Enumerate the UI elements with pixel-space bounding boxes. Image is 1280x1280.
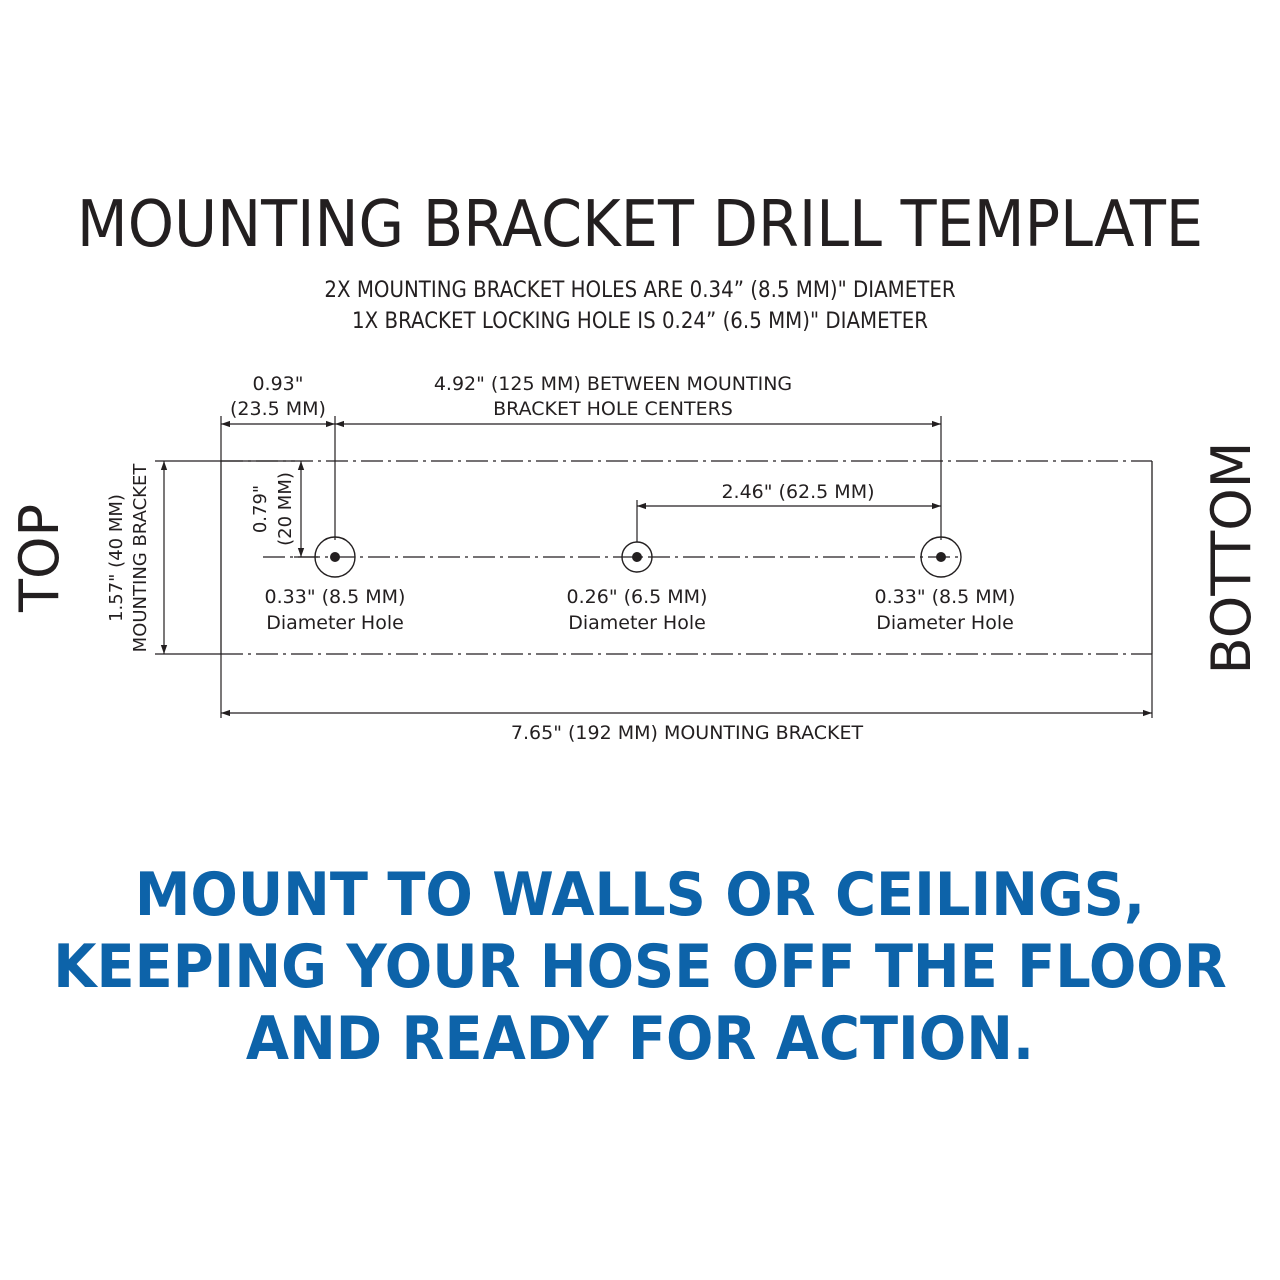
- dim-hole-centers-line2: BRACKET HOLE CENTERS: [493, 398, 733, 420]
- hole-left-size: 0.33" (8.5 MM): [264, 586, 406, 608]
- dim-bracket-height-label: MOUNTING BRACKET: [130, 463, 151, 653]
- dim-vertical-mm: (20 MM): [275, 472, 296, 546]
- dim-edge-to-hole-value: 0.93": [252, 373, 304, 395]
- hole-center-label: Diameter Hole: [568, 612, 706, 634]
- page-title: MOUNTING BRACKET DRILL TEMPLATE: [76, 188, 1204, 262]
- hole-right-label: Diameter Hole: [876, 612, 1014, 634]
- subtitle-mounting-holes: 2X MOUNTING BRACKET HOLES ARE 0.34” (8.5 MM)" DIAMETER: [324, 278, 956, 303]
- dim-edge-to-hole-mm: (23.5 MM): [230, 398, 326, 420]
- hole-center-size: 0.26" (6.5 MM): [566, 586, 708, 608]
- side-label-bottom: BOTTOM: [1200, 441, 1263, 675]
- tagline-line-3: AND READY FOR ACTION.: [245, 1004, 1035, 1074]
- dim-bracket-length: 7.65" (192 MM) MOUNTING BRACKET: [510, 722, 864, 744]
- dim-center-to-locking: 2.46" (62.5 MM): [721, 481, 875, 503]
- subtitle-locking-hole: 1X BRACKET LOCKING HOLE IS 0.24” (6.5 MM)" DIAMETER: [352, 309, 928, 334]
- hole-left-label: Diameter Hole: [266, 612, 404, 634]
- dim-vertical-value: 0.79": [250, 484, 271, 534]
- dim-hole-centers-line1: 4.92" (125 MM) BETWEEN MOUNTING: [433, 373, 793, 395]
- side-label-top: TOP: [8, 503, 71, 613]
- dim-bracket-height-value: 1.57" (40 MM): [106, 494, 127, 622]
- tagline-line-1: MOUNT TO WALLS OR CEILINGS,: [134, 860, 1146, 930]
- tagline-line-2: KEEPING YOUR HOSE OFF THE FLOOR: [53, 932, 1227, 1002]
- hole-right-size: 0.33" (8.5 MM): [874, 586, 1016, 608]
